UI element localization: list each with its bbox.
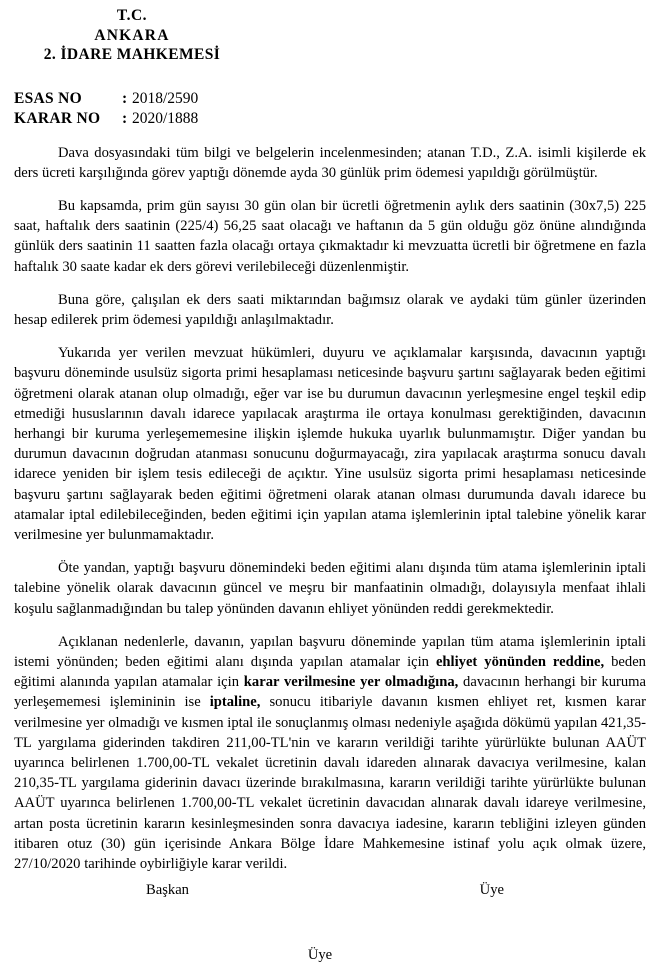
court-header-line-chamber: 2. İDARE MAHKEMESİ	[43, 46, 221, 63]
signature-member-right: Üye	[479, 882, 504, 898]
court-header-line-city: ANKARA	[94, 26, 170, 44]
paragraph-standing: Öte yandan, yaptığı başvuru dönemindeki beden eğitimi alanı dışında tüm atama işlemlerinin iptali talebine yönelik olarak davacının güncel ve meşru bir manfaatinin olmadığı, dolayısıyla menfaat ihlali koşulu sağlanmadığından bu talep yönünden davanın ehliyet yönünden reddi gerekmektedir.	[14, 560, 646, 617]
signature-president: Başkan	[146, 882, 189, 898]
esas-no-colon: :	[122, 89, 128, 107]
case-row-esas	[14, 89, 646, 110]
court-header	[14, 6, 250, 65]
ruling-text-1: Açıklanan nedenlerle, davanın, yapılan başvuru döneminde yapılan tüm atama işlemlerinin iptali istemi yönünden; beden eğitimi alanı dışında yapılan atamalar için	[14, 633, 646, 670]
karar-no-value: 2020/1888	[132, 110, 199, 127]
karar-no-label: KARAR NO	[14, 110, 101, 127]
ruling-text-4: sonucu itibariyle davanın kısmen ehliyet ret, kısmen karar verilmesine yer olmadığı ve kısmen iptal ile sonuçlanmış olması nedeniyle aşağıda dökümü yapılan 421,35-TL yargılama giderinden takdiren 211,00-TL'nin ve kararın verildiği tarihte yürürlükte bulunan AAÜT uyarınca belirlenen 1.700,00-TL vekalet ücretinin davalı idareden alınarak davacıya verilmesine, kalan 210,35-TL yargılama giderinin davacı üzerinde bırakılmasına, kararın verildiği tarihte yürürlükte bulunan AAÜT uyarınca belirlenen 1.700,00-TL vekalet ücretinin davacıdan alınarak davalı idareye verilmesine, artan posta ücretinin kararın kesinleşmesinden sonra davacıya iadesine, kararın tebliğini izleyen günden itibaren otuz (30) gün içerisinde Ankara Bölge İdare Mahkemesine istinaf yolu açık olmak üzere, 27/10/2020 tarihinde oybirliğiyle karar verildi.	[14, 694, 647, 872]
karar-no-colon: :	[122, 110, 128, 127]
paragraph-ruling	[14, 632, 646, 874]
esas-no-label: ESAS NO	[14, 89, 82, 107]
case-number-block	[14, 89, 646, 130]
paragraph-legal-assessment: Yukarıda yer verilen mevzuat hükümleri, duyuru ve açıklamalar karşısında, davacının yaptığı başvuru döneminde usulsüz sigorta primi hesaplaması neticesinde başvuru şartını sağlayarak beden eğitimi öğretmeni olarak atanan olup olmadığı, eğer var ise bu durumun davacının yerleşmesine engel teşkil edip etmediği hususlarının davalı idarece yapılacak araştırma ile ortaya konulması gerektiğinden, davacının herhangi bir kuruma yerleşememesine ilişkin işlemde hukuka uyarlık bulunmamıştır. Diğer yandan bu durumun davacının doğrudan atanması sonucunu doğurmayacağı, zira yapılacak araştırma sonucu davalı idarece yeniden bir işlem tesis edileceği de açıktır. Yine usulsüz sigorta primi hesaplaması neticesinde başvuru şartını sağlayarak beden eğitimi öğretmeni olarak atanan olması durumunda davalı idarece bu atamalar iptal edilebileceğinden, beden eğitimi için yapılan atama işlemlerinin iptal talebine yönelik karar verilmesine yer bulunmamaktadır.	[14, 345, 646, 543]
ruling-bold-iptaline: iptaline,	[209, 694, 261, 711]
ruling-bold-ehliyet-ret: ehliyet yönünden reddine,	[435, 653, 605, 670]
court-header-line-republic: T.C.	[116, 7, 148, 24]
signature-row-top	[14, 880, 646, 900]
ruling-text-2: beden eğitimi alanında yapılan atamalar için	[14, 653, 646, 691]
decision-body	[14, 143, 646, 875]
paragraph-conclusion-premium: Buna göre, çalışılan ek ders saati miktarından bağımsız olarak ve aydaki tüm günler üzerinden hesap edilerek prim ödemesi yapıldığı anlaşılmaktadır.	[14, 291, 646, 328]
case-row-karar	[14, 109, 646, 130]
esas-no-value: 2018/2590	[132, 89, 199, 107]
ruling-text-3: davacının herhangi bir kuruma yerleşememesi işlemininin ise	[14, 674, 646, 711]
signature-block	[14, 880, 646, 965]
ruling-bold-karar-yer-olmadigina: karar verilmesine yer olmadığına,	[243, 674, 459, 691]
paragraph-findings: Dava dosyasındaki tüm bilgi ve belgelerin incelenmesinden; atanan T.D., Z.A. isimli kişilerde ek ders ücreti karşılığında görev yaptığı dönemde ayda 30 günlük prim ödemesi yapıldığı görülmüştür.	[14, 144, 646, 181]
paragraph-calculation: Bu kapsamda, prim gün sayısı 30 gün olan bir ücretli öğretmenin aylık ders saatinin (30x7,5) 225 saat, haftalık ders saatinin (225/4) 56,25 saat olacağı ve haftanın da 5 gün olduğu göz önüne alındığında günlük ders saatinin 11 saatten fazla olacağı ortaya çıkmaktadır ki mevzuatta ücretli bir öğretmene en fazla haftalık 30 saate kadar ek ders görevi verilebileceği düzenlenmiştir.	[14, 197, 646, 275]
signature-member-center: Üye	[307, 947, 333, 963]
